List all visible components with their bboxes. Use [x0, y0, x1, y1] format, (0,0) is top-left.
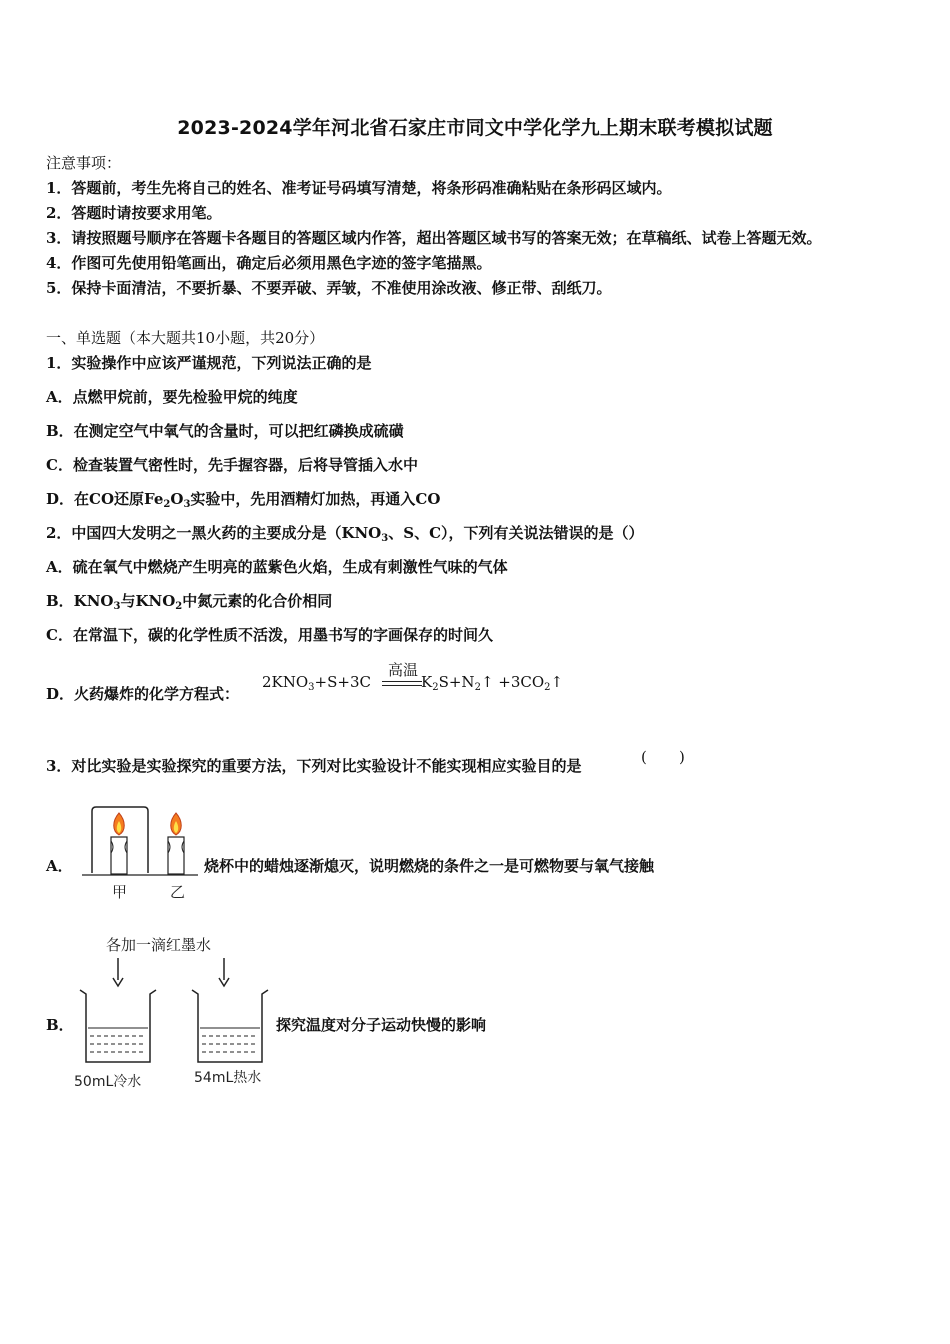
q2-b-pre: B．KNO	[46, 592, 114, 610]
note-item-4: 4．作图可先使用铅笔画出，确定后必须用黑色字迹的签字笔描黑。	[46, 254, 492, 272]
note-item-1: 1．答题前，考生先将自己的姓名、准考证号码填写清楚，将条形码准确粘贴在条形码区域内。	[46, 179, 672, 197]
beaker-right	[192, 990, 268, 1062]
q1-d-sub1: 2	[163, 499, 171, 510]
q3-option-a-label: A．	[46, 857, 73, 875]
page-title: 2023-2024学年河北省石家庄市同文中学化学九上期末联考模拟试题	[177, 117, 773, 139]
q1-stem: 1．实验操作中应该严谨规范，下列说法正确的是	[46, 354, 372, 372]
q3-paren-open: (	[641, 748, 647, 766]
beaker-figure	[68, 930, 278, 1095]
candle-left	[111, 837, 127, 874]
q2-option-c: C．在常温下，碳的化学性质不活泼，用墨书写的字画保存的时间久	[46, 626, 493, 644]
q2-b-sub1: 3	[113, 601, 121, 612]
eq-product-sn: S+N	[438, 673, 475, 691]
section-heading: 一、单选题（本大题共10小题，共20分）	[46, 329, 325, 347]
q2-stem-pre: 2．中国四大发明之一黑火药的主要成分是（KNO	[46, 524, 382, 542]
q1-option-b: B．在测定空气中氧气的含量时，可以把红磷换成硫磺	[46, 422, 404, 440]
equation-equals-sign	[382, 681, 422, 686]
q1-option-c: C．检查装置气密性时，先手握容器，后将导管插入水中	[46, 456, 418, 474]
q1-d-post: 实验中，先用酒精灯加热，再通入CO	[190, 490, 441, 508]
q2-option-a: A．硫在氧气中燃烧产生明亮的蓝紫色火焰，生成有刺激性气味的气体	[46, 558, 508, 576]
eq-product-co2: ↑ +3CO	[480, 673, 545, 691]
eq-sub: 2	[432, 682, 439, 693]
q3-stem: 3．对比实验是实验探究的重要方法，下列对比实验设计不能实现相应实验目的是	[46, 757, 582, 775]
candle-right	[168, 837, 184, 874]
q2-option-b	[46, 590, 332, 611]
eq-sub: 2	[544, 682, 551, 693]
beaker-left	[80, 990, 156, 1062]
q3-option-b-text: 探究温度对分子运动快慢的影响	[276, 1016, 487, 1034]
q2-stem-sub: 3	[381, 533, 389, 544]
fig-label-yi: 乙	[170, 883, 186, 901]
eq-reactant-kno3: 2KNO	[262, 673, 309, 691]
q3-option-a-text: 烧杯中的蜡烛逐渐熄灭，说明燃烧的条件之一是可燃物要与氧气接触	[204, 857, 655, 875]
fig-label-top: 各加一滴红墨水	[106, 936, 212, 954]
q2-b-post: 中氮元素的化合价相同	[182, 592, 333, 610]
q1-option-d	[46, 488, 440, 509]
q3-paren-close: )	[679, 748, 685, 766]
q2-b-sub2: 2	[175, 601, 183, 612]
q2-option-d-label: D．火药爆炸的化学方程式：	[46, 685, 240, 703]
q2-stem-post: 、S、C），下列有关说法错误的是（）	[388, 524, 644, 542]
q3-option-b-label: B．	[46, 1016, 74, 1034]
q2-b-mid: 与KNO	[120, 592, 176, 610]
candle-figure	[78, 805, 208, 905]
q1-option-a: A．点燃甲烷前，要先检验甲烷的纯度	[46, 388, 298, 406]
eq-product-k: K	[420, 673, 433, 691]
notes-heading: 注意事项：	[46, 154, 122, 172]
q1-d-mid: O	[170, 490, 184, 508]
fig-label-jia: 甲	[112, 883, 128, 901]
q2-stem	[46, 522, 644, 543]
q1-d-pre: D．在CO还原Fe	[46, 490, 164, 508]
eq-sub: 2	[474, 682, 481, 693]
note-item-5: 5．保持卡面清洁，不要折暴、不要弄破、弄皱，不准使用涂改液、修正带、刮纸刀。	[46, 279, 612, 297]
reaction-condition: 高温	[387, 661, 418, 679]
fig-label-cold: 50mL冷水	[74, 1074, 142, 1090]
note-item-2: 2．答题时请按要求用笔。	[46, 204, 222, 222]
eq-gas-arrow: ↑	[550, 673, 564, 691]
eq-reactants-rest: +S+3C	[314, 673, 371, 691]
fig-label-hot: 54mL热水	[194, 1070, 262, 1086]
eq-sub: 3	[308, 682, 315, 693]
q1-d-sub2: 3	[183, 499, 191, 510]
note-item-3: 3．请按照题号顺序在答题卡各题目的答题区域内作答，超出答题区域书写的答案无效；在草稿纸、试卷上答题无效。	[46, 229, 822, 247]
